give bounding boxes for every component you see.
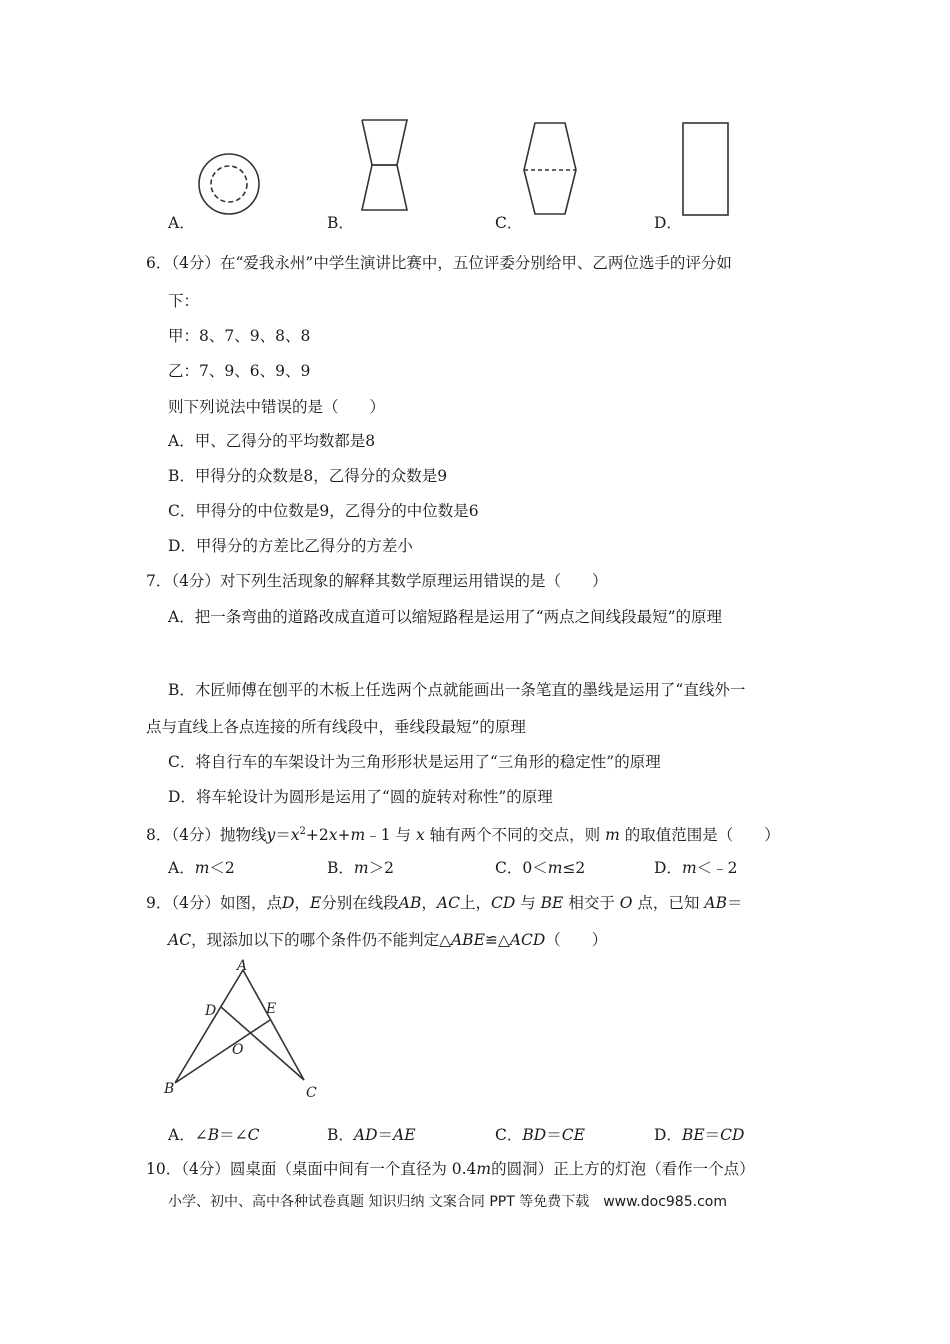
q6-stem-line2: 下： bbox=[168, 292, 200, 310]
q8-option-b: B．m＞2 bbox=[327, 859, 394, 877]
q7-option-c: C．将自行车的车架设计为三角形形状是运用了“三角形的稳定性”的原理 bbox=[168, 753, 661, 771]
q6-jia-scores: 甲：8、7、9、8、8 bbox=[168, 327, 311, 345]
point-o-label: O bbox=[232, 1042, 244, 1058]
option-a-annulus-figure bbox=[195, 150, 265, 220]
q9-option-a: A．∠B＝∠C bbox=[168, 1126, 260, 1144]
option-a-label: A． bbox=[168, 214, 195, 232]
side-ab bbox=[175, 970, 243, 1083]
q10-stem: 10．（4分）圆桌面（桌面中间有一个直径为 0.4m的圆洞）正上方的灯泡（看作一个点） bbox=[146, 1160, 755, 1178]
q8-var-x2: x bbox=[328, 826, 338, 845]
q8-minus: ﹣1 与 bbox=[365, 826, 411, 845]
option-d-label: D． bbox=[654, 214, 682, 232]
q6-stem-line1: 6．（4分）在“爱我永州”中学生演讲比赛中，五位评委分别给甲、乙两位选手的评分如 bbox=[146, 254, 732, 272]
q8-var-x: x bbox=[290, 826, 300, 845]
q7-option-a: A．把一条弯曲的道路改成直道可以缩短路程是运用了“两点之间线段最短”的原理 bbox=[168, 608, 723, 626]
option-d-rectangle-figure bbox=[680, 120, 740, 220]
option-b-hourglass-figure bbox=[355, 118, 425, 218]
point-e-label: E bbox=[266, 1001, 277, 1017]
q7-option-b-line2: 点与直线上各点连接的所有线段中，垂线段最短”的原理 bbox=[146, 718, 526, 736]
upper-trapezoid bbox=[362, 120, 407, 165]
q7-option-b-line1: B．木匠师傅在刨平的木板上任选两个点就能画出一条笔直的墨线是运用了“直线外一 bbox=[168, 681, 746, 699]
q6-option-a: A．甲、乙得分的平均数都是8 bbox=[168, 432, 376, 450]
q8-exponent: 2 bbox=[299, 826, 306, 837]
q8-equals: ＝ bbox=[275, 826, 291, 845]
option-c-double-frustum-figure bbox=[518, 118, 588, 218]
q9-option-b: B．AD＝AE bbox=[327, 1126, 416, 1144]
q8-option-a: A．m＜2 bbox=[168, 859, 235, 877]
point-c-label: C bbox=[306, 1085, 317, 1101]
q7-stem: 7．（4分）对下列生活现象的解释其数学原理运用错误的是（ ） bbox=[146, 572, 608, 590]
q8-plus2: +2 bbox=[305, 826, 329, 845]
q8-var-x3: x bbox=[415, 826, 425, 845]
q8-tail: 的取值范围是（ ） bbox=[624, 826, 780, 845]
q8-post: 轴有两个不同的交点，则 bbox=[429, 826, 601, 845]
point-b-label: B bbox=[164, 1081, 175, 1097]
q6-option-b: B．甲得分的众数是8，乙得分的众数是9 bbox=[168, 467, 448, 485]
point-d-label: D bbox=[205, 1003, 217, 1019]
q8-option-d: D．m＜﹣2 bbox=[654, 859, 738, 877]
q8-var-y: y bbox=[266, 826, 276, 845]
q6-question: 则下列说法中错误的是（ ） bbox=[168, 398, 386, 416]
q8-prefix: 8．（4分）抛物线 bbox=[146, 826, 267, 845]
q6-option-d: D．甲得分的方差比乙得分的方差小 bbox=[168, 537, 413, 555]
q8-var-m: m bbox=[350, 826, 366, 845]
q9-option-d: D．BE＝CD bbox=[654, 1126, 745, 1144]
q8-stem bbox=[146, 822, 780, 845]
option-b-label: B． bbox=[327, 214, 354, 232]
q9-stem-line1: 9．（4分）如图，点D，E分别在线段AB，AC上，CD 与 BE 相交于 O 点，已知 AB＝ bbox=[146, 894, 743, 912]
q7-option-d: D．将车轮设计为圆形是运用了“圆的旋转对称性”的原理 bbox=[168, 788, 553, 806]
q8-option-c: C．0＜m≤2 bbox=[495, 859, 586, 877]
q6-yi-scores: 乙：7、9、6、9、9 bbox=[168, 362, 311, 380]
q9-stem-line2: AC，现添加以下的哪个条件仍不能判定△ABE≌△ACD（ ） bbox=[168, 931, 608, 949]
lower-trapezoid bbox=[362, 165, 407, 210]
q8-var-m2: m bbox=[605, 826, 620, 845]
q9-option-c: C．BD＝CE bbox=[495, 1126, 585, 1144]
outline bbox=[524, 123, 576, 214]
outer-circle bbox=[199, 154, 259, 214]
q8-plus: + bbox=[337, 826, 351, 845]
q9-triangle-figure bbox=[160, 958, 330, 1108]
option-c-label: C． bbox=[495, 214, 523, 232]
point-a-label: A bbox=[237, 958, 248, 974]
side-ac bbox=[243, 970, 304, 1080]
rectangle bbox=[683, 123, 728, 215]
inner-dashed-circle bbox=[211, 166, 247, 202]
q6-option-c: C．甲得分的中位数是9，乙得分的中位数是6 bbox=[168, 502, 479, 520]
segment-be bbox=[175, 1020, 270, 1083]
page-footer: 小学、初中、高中各种试卷真题 知识归纳 文案合同 PPT 等免费下载 www.doc985.com bbox=[168, 1194, 727, 1210]
